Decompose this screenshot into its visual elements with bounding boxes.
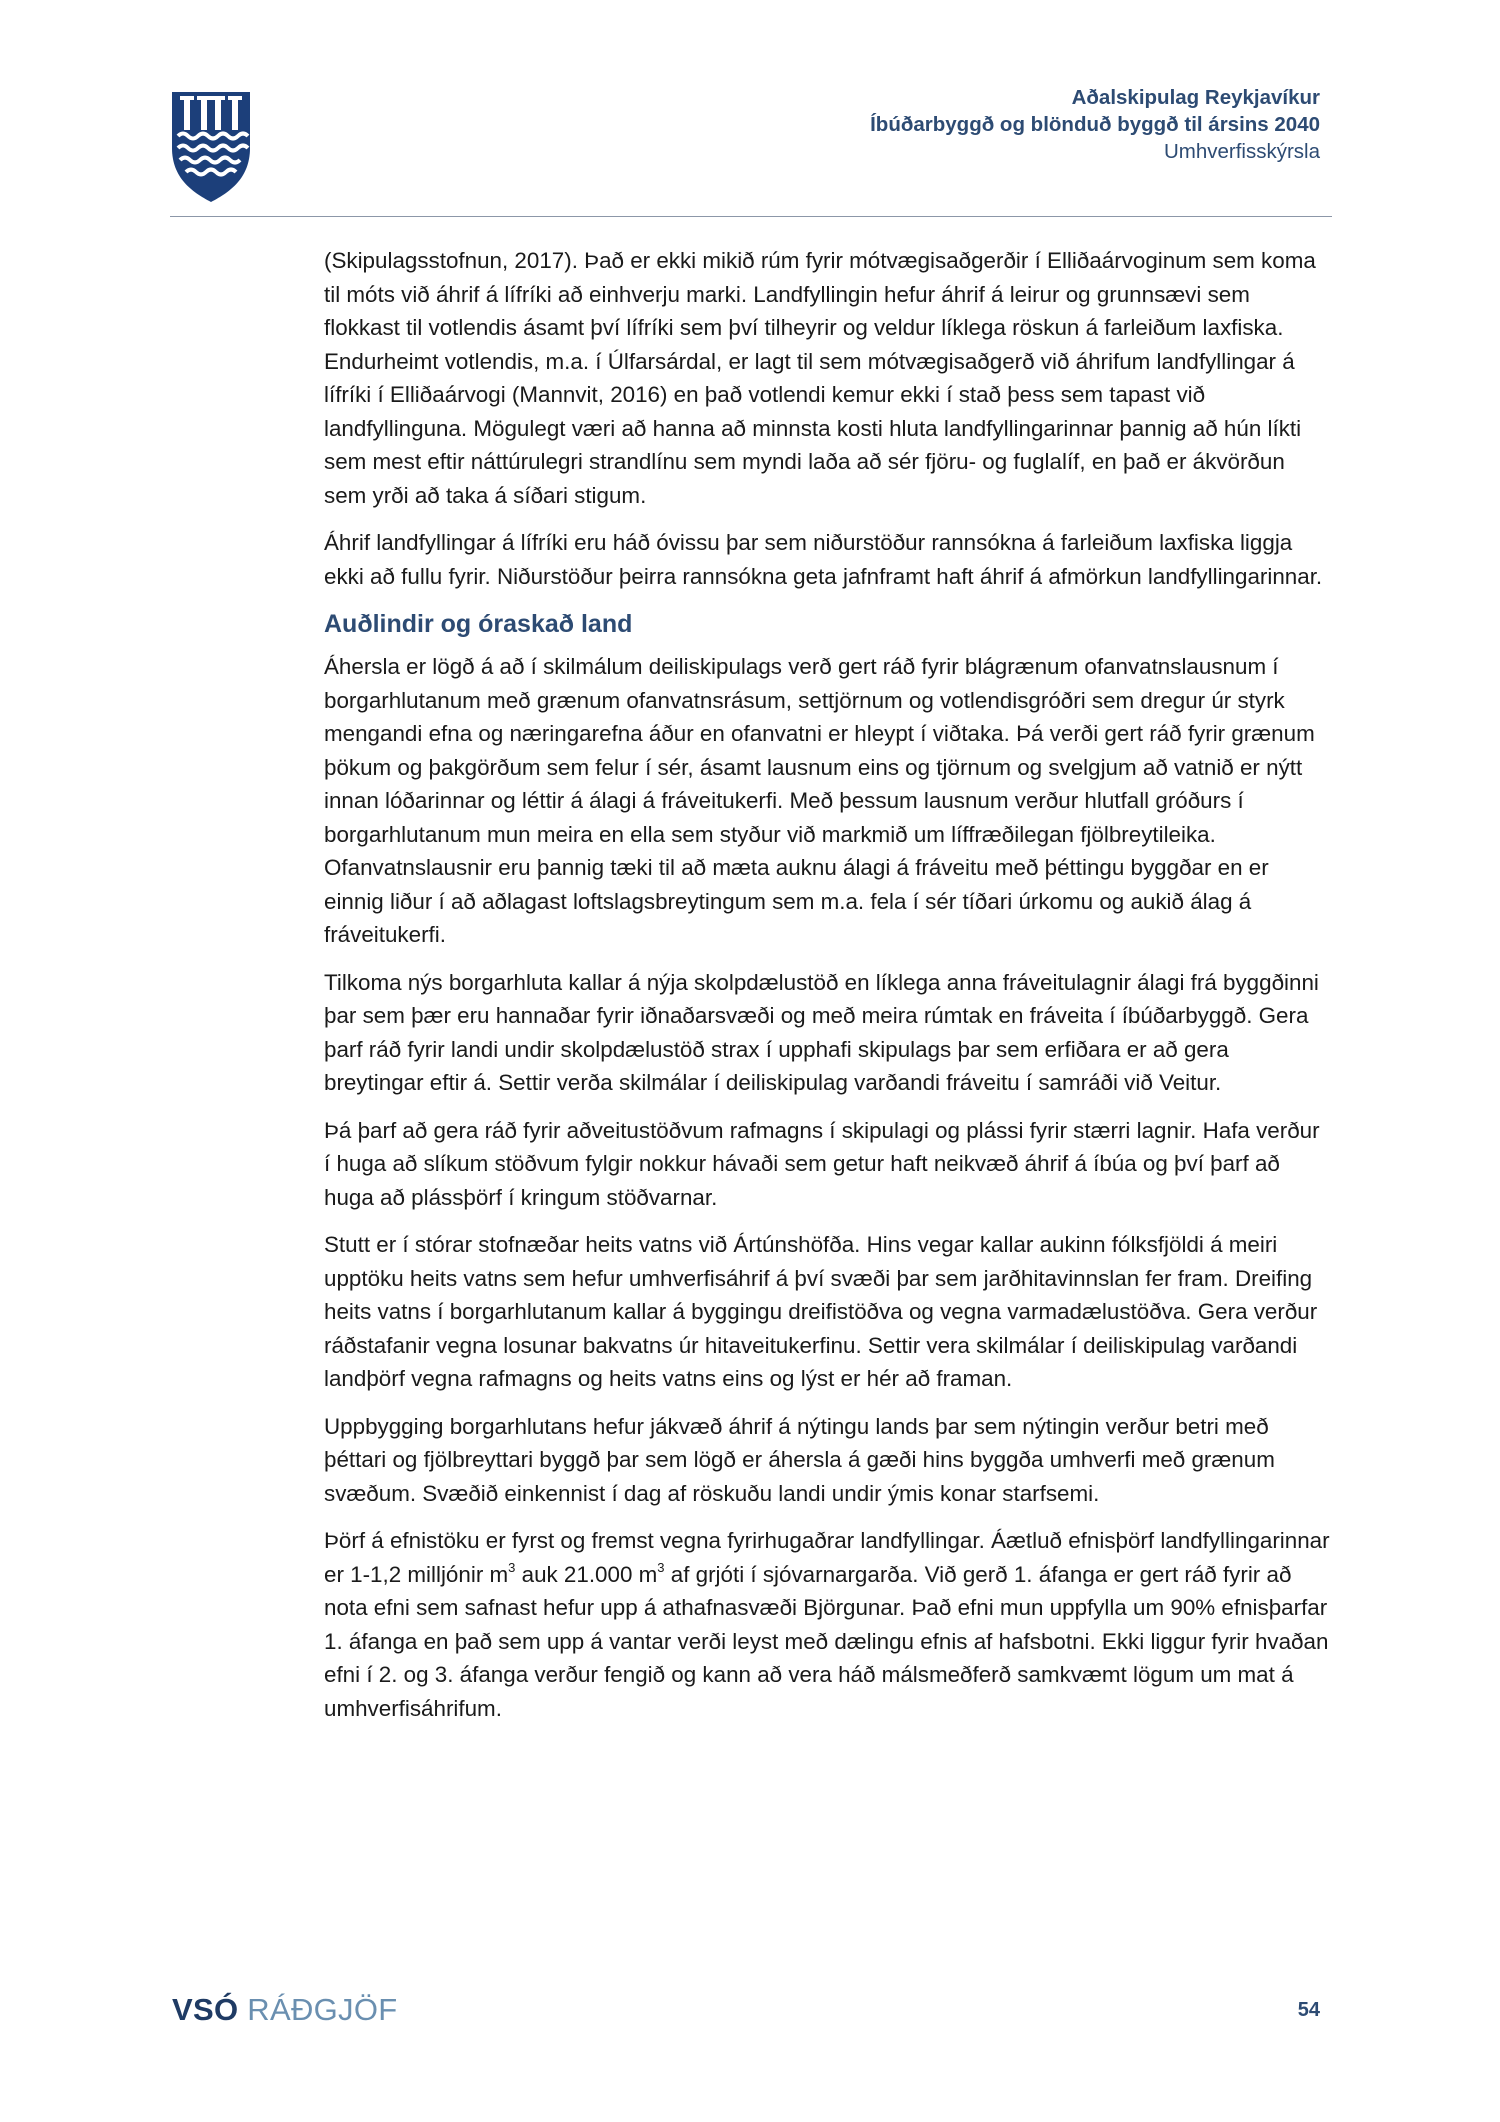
paragraph: (Skipulagsstofnun, 2017). Það er ekki mikið rúm fyrir mótvægisaðgerðir í Elliðaárvoginum sem koma til móts við áhrif á lífríki að einhverju marki. Landfyllingin hefur áhrif á leirur og grunnsævi sem flokkast til votlendis ásamt því lífríki sem því tilheyrir og veldur líklega röskun á farleiðum laxfiska. Endurheimt votlendis, m.a. í Úlfarsárdal, er lagt til sem mótvægisaðgerð við áhrifum landfyllingar á lífríki í Elliðaárvogi (Mannvit, 2016) en það votlendi kemur ekki í stað þess sem tapast við landfyllinguna. Mögulegt væri að hanna að minnsta kosti hluta landfyllingarinnar þannig að hún líkti sem mest eftir náttúrulegri strandlínu sem myndi laða að sér fjöru- og fuglalíf, en það er ákvörðun sem yrði að taka á síðari stigum.: [324, 248, 1316, 508]
paragraph: Stutt er í stórar stofnæðar heits vatns við Ártúnshöfða. Hins vegar kallar aukinn fólksfjöldi á meiri upptöku heits vatns sem hefur umhverfisáhrif á því svæði þar sem jarðhitavinnslan fer fram. Dreifing heits vatns í borgarhlutanum kallar á byggingu dreifistöðva og vegna varmadælustöðva. Gera verður ráðstafanir vegna losunar bakvatns úr hitaveitukerfinu. Settir vera skilmálar í deiliskipulag varðandi landþörf vegna rafmagns og heits vatns eins og lýst er hér að framan.: [324, 1232, 1318, 1391]
paragraph: [324, 1524, 1330, 1725]
header-doc-type: Umhverfisskýrsla: [1163, 140, 1320, 163]
paragraph: Þá þarf að gera ráð fyrir aðveitustöðvum rafmagns í skipulagi og plássi fyrir stærri lagnir. Hafa verður í huga að slíkum stöðvum fylgir nokkur hávaði sem getur haft neikvæð áhrif á íbúa og því þarf að huga að plássþörf í kringum stöðvarnar.: [324, 1117, 1320, 1210]
paragraph: Áhersla er lögð á að í skilmálum deiliskipulags verð gert ráð fyrir blágrænum ofanvatnslausnum í borgarhlutanum með grænum ofanvatnsrásum, settjörnum og votlendisgróðri sem dregur úr styrk mengandi efna og næringarefna áður en ofanvatni er hleypt í viðtaka. Þá verði gert ráð fyrir grænum þökum og þakgörðum sem felur í sér, ásamt lausnum eins og tjörnum og svelgjum að vatnið er nýtt innan lóðarinnar og léttir á álagi á fráveitukerfi. Með þessum lausnum verður hlutfall gróðurs í borgarhlutanum mun meira en ella sem styður við markmið um líffræðilegan fjölbreytileika. Ofanvatnslausnir eru þannig tæki til að mæta auknu álagi á fráveitu með þéttingu byggðar en er einnig liður í að aðlagast loftslagsbreytingum sem m.a. fela í sér tíðari úrkomu og aukið álag á fráveitukerfi.: [324, 654, 1315, 947]
header-divider: [170, 216, 1332, 217]
paragraph: Tilkoma nýs borgarhluta kallar á nýja skolpdælustöð en líklega anna fráveitulagnir álagi frá byggðinni þar sem þær eru hannaðar fyrir iðnaðarsvæði og með meira rúmtak en fráveita í íbúðarbyggð. Gera þarf ráð fyrir landi undir skolpdælustöð strax í upphafi skipulags þar sem erfiðara er að gera breytingar eftir á. Settir verða skilmálar í deiliskipulag varðandi fráveitu í samráði við Veitur.: [324, 969, 1319, 1095]
page-number: 54: [1297, 1999, 1320, 2021]
paragraph-text: auk 21.000 m: [515, 1561, 658, 1587]
brand-vso: VSÓ: [172, 1992, 239, 2027]
paragraph-text: Þörf á efnistöku er fyrst og fremst vegna fyrirhugaðrar landfyllingar. Áætluð efnisþörf landfyllingarinnar er 1-1,2 milljónir m: [324, 1528, 1330, 1587]
document-header: [870, 84, 1320, 165]
page-body: [324, 244, 1330, 1739]
section-heading: Auðlindir og óraskað land: [324, 610, 633, 638]
paragraph: Uppbygging borgarhlutans hefur jákvæð áhrif á nýtingu lands þar sem nýtingin verður betri með þéttari og fjölbreyttari byggð þar sem lögð er áhersla á gæði hins byggða umhverfi með grænum svæðum. Svæðið einkennist í dag af röskuðu landi undir ýmis konar starfsemi.: [324, 1413, 1275, 1506]
header-subtitle: Íbúðarbyggð og blönduð byggð til ársins 2040: [870, 113, 1320, 136]
paragraph-text: af grjóti í sjóvarnargarða. Við gerð 1. áfanga er gert ráð fyrir að nota efni sem safnast hefur upp á athafnasvæði Björgunar. Það efni mun uppfylla um 90% efnisþarfar 1. áfanga en það sem upp á vantar verði leyst með dælingu efnis af hafsbotni. Ekki liggur fyrir hvaðan efni í 2. og 3. áfanga verður fengið og kann að vera háð málsmeðferð samkvæmt lögum um mat á umhverfisáhrifum.: [324, 1561, 1329, 1721]
superscript: 3: [508, 1560, 516, 1576]
header-title: Aðalskipulag Reykjavíkur: [1071, 86, 1320, 109]
paragraph: Áhrif landfyllingar á lífríki eru háð óvissu þar sem niðurstöður rannsókna á farleiðum laxfiska liggja ekki að fullu fyrir. Niðurstöður þeirra rannsókna geta jafnframt haft áhrif á afmörkun landfyllingarinnar.: [324, 530, 1323, 589]
reykjavik-crest-icon: [170, 90, 252, 204]
footer-logo: [172, 1992, 398, 2028]
superscript: 3: [657, 1560, 665, 1576]
brand-radgjof: RÁÐGJÖF: [238, 1992, 398, 2027]
